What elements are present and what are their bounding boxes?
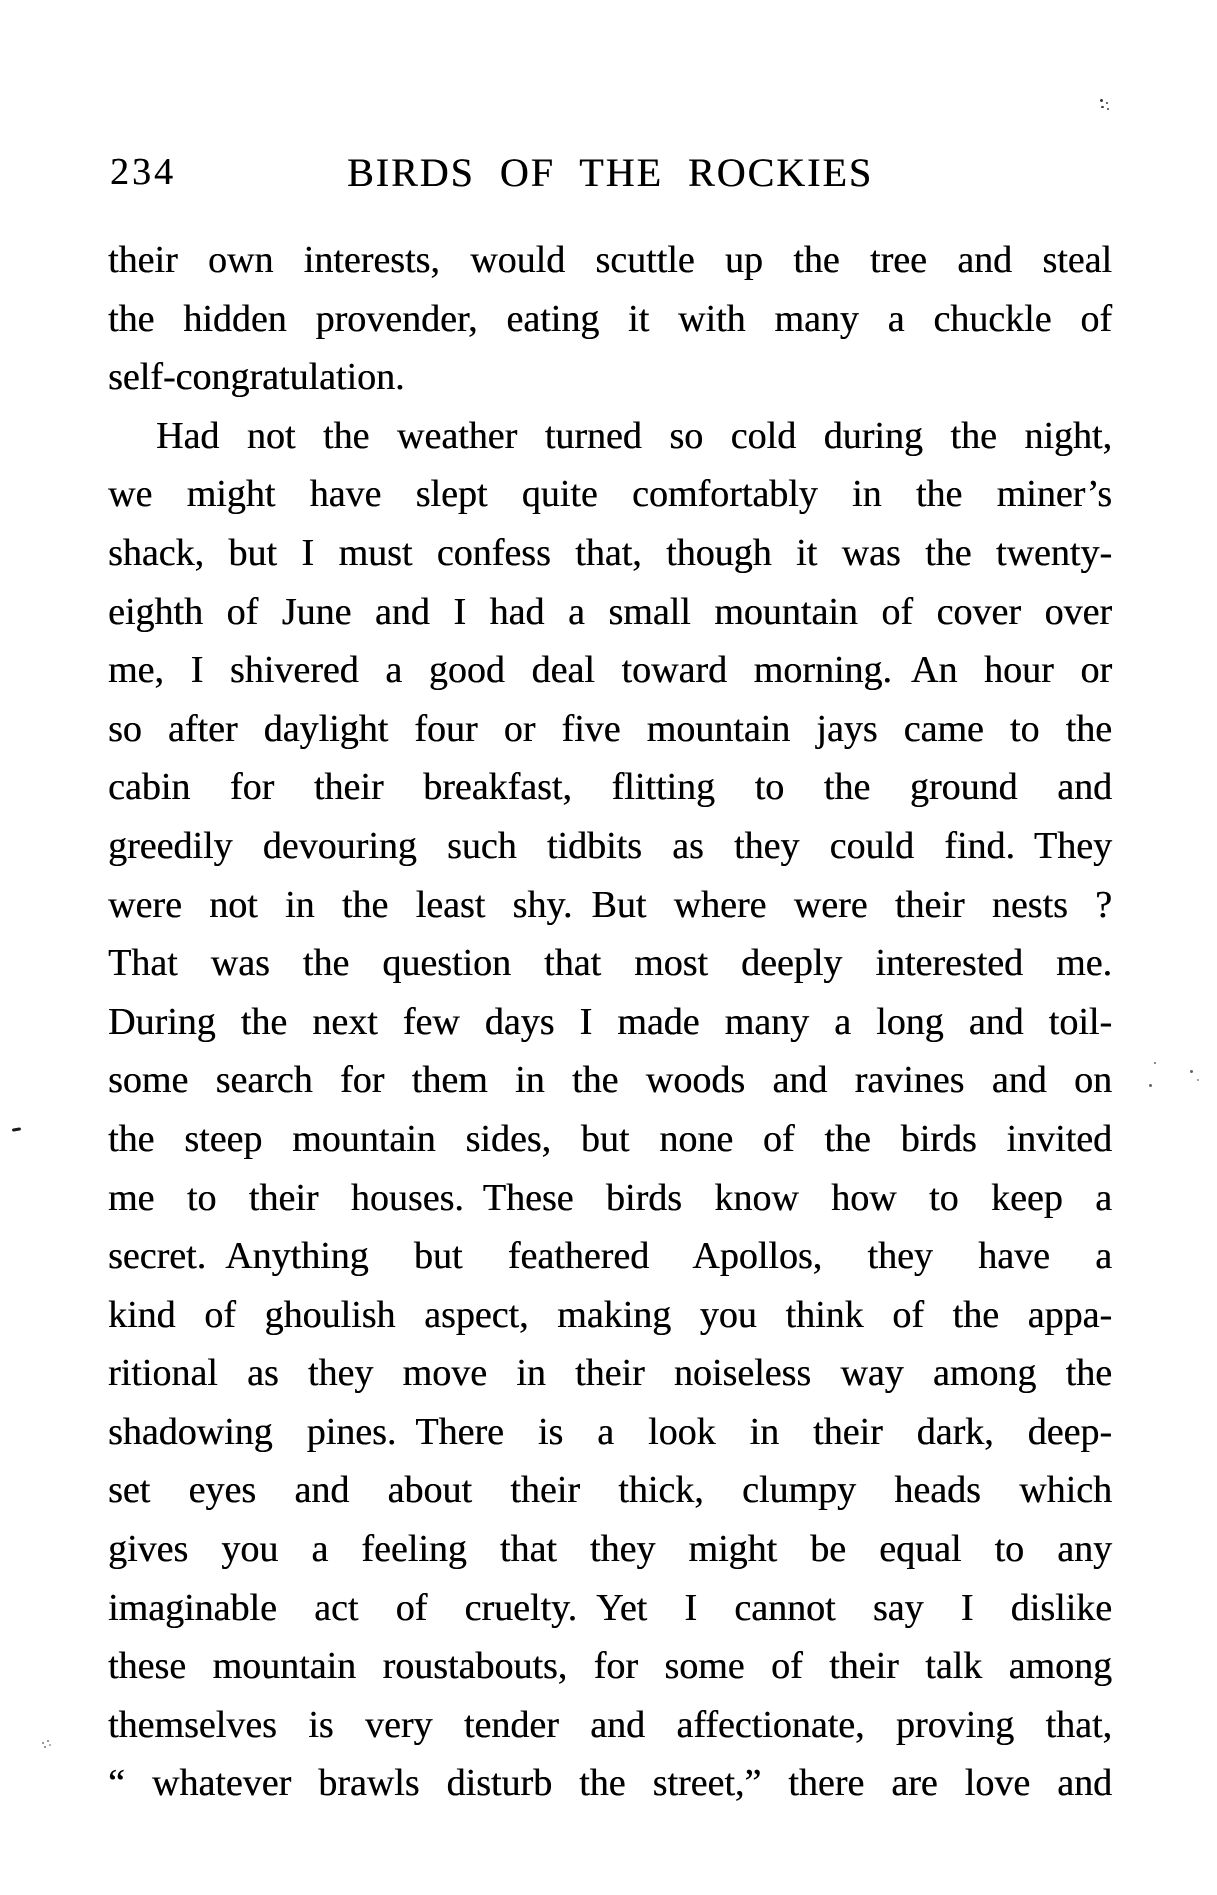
text-line: That was the question that most deeply interested me. <box>108 942 1112 985</box>
text-line: some search for them in the woods and ravines and on <box>108 1059 1112 1102</box>
text-line: “ whatever brawls disturb the street,” there are love and <box>108 1762 1112 1805</box>
scan-speck <box>1149 1084 1152 1087</box>
text-line: Had not the weather turned so cold during the night, <box>156 414 1112 457</box>
text-line: so after daylight four or five mountain jays came to the <box>108 707 1112 750</box>
scan-speck <box>1154 1062 1156 1064</box>
page-number: 234 <box>110 151 176 193</box>
text-line: gives you a feeling that they might be equal to any <box>108 1528 1112 1571</box>
text-line: their own interests, would scuttle up the tree and steal <box>108 239 1112 281</box>
scan-speck <box>1197 1079 1199 1081</box>
scan-speck <box>49 1744 51 1746</box>
text-line: me to their houses. These birds know how to keep a <box>108 1176 1112 1219</box>
text-line: self-congratulation. <box>108 356 405 399</box>
scan-speck <box>1107 108 1109 110</box>
scan-speck <box>44 1746 46 1748</box>
page-header-title: BIRDS OF THE ROCKIES <box>346 150 874 195</box>
text-line: During the next few days I made many a long and toil- <box>108 1000 1112 1043</box>
text-line: me, I shivered a good deal toward morning. An hour or <box>108 649 1112 692</box>
scan-speck <box>1106 102 1108 104</box>
text-line: kind of ghoulish aspect, making you think of the appa- <box>108 1293 1112 1336</box>
scan-speck <box>42 1742 44 1744</box>
text-line: the steep mountain sides, but none of the birds invited <box>108 1117 1112 1160</box>
body-text <box>108 231 1112 1813</box>
text-line: we might have slept quite comfortably in the miner’s <box>108 473 1112 516</box>
scan-mark-left-tick <box>12 1127 21 1132</box>
text-line: shadowing pines. There is a look in their dark, deep- <box>108 1410 1112 1453</box>
text-line: these mountain roustabouts, for some of their talk among <box>108 1645 1112 1688</box>
text-line: imaginable act of cruelty. Yet I cannot say I dislike <box>108 1586 1112 1629</box>
scan-speck <box>1100 99 1103 102</box>
scan-speck <box>1190 1070 1193 1073</box>
text-line: greedily devouring such tidbits as they could find. They <box>108 824 1112 867</box>
text-line: were not in the least shy. But where were their nests ? <box>108 883 1112 926</box>
text-line: the hidden provender, eating it with many a chuckle of <box>108 297 1112 340</box>
text-line: ritional as they move in their noiseless way among the <box>108 1352 1112 1395</box>
scan-speck <box>1101 106 1104 108</box>
text-line: shack, but I must confess that, though it was the twenty- <box>108 531 1112 574</box>
text-line: themselves is very tender and affectionate, proving that, <box>108 1703 1112 1746</box>
text-line: eighth of June and I had a small mountain of cover over <box>108 590 1112 633</box>
running-head <box>108 149 1112 195</box>
scan-speck <box>47 1740 49 1742</box>
text-line: secret. Anything but feathered Apollos, they have a <box>108 1235 1112 1278</box>
text-line: set eyes and about their thick, clumpy heads which <box>108 1469 1112 1512</box>
text-line: cabin for their breakfast, flitting to the ground and <box>108 766 1112 809</box>
